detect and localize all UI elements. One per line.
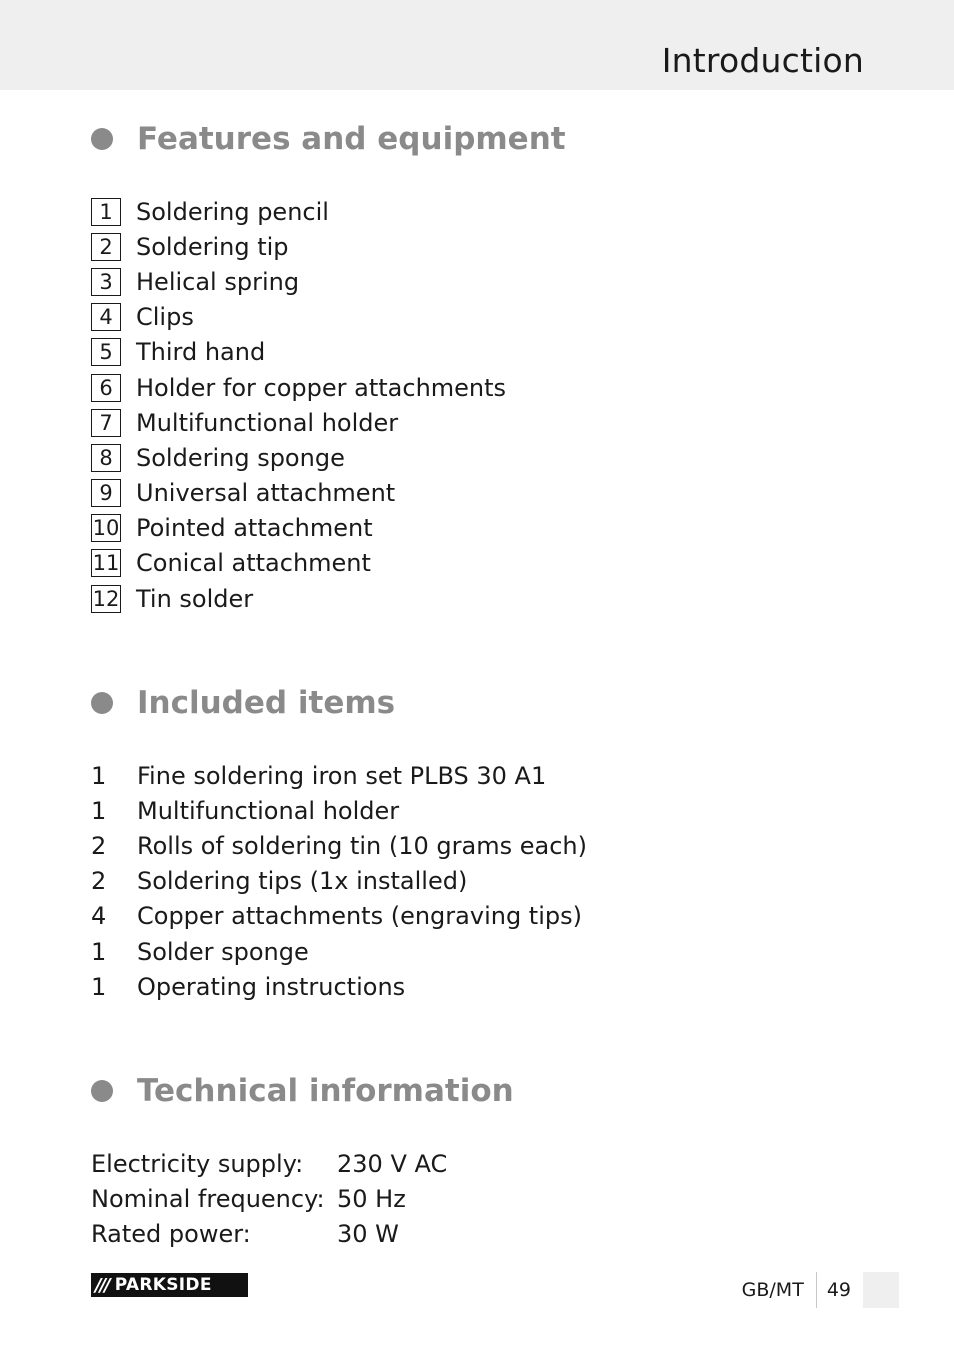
feature-number: 8 [91,444,121,472]
footer-region: GB/MT [741,1279,804,1301]
included-item [91,969,587,1004]
feature-label: Tin solder [136,584,254,613]
features-list [91,194,506,616]
feature-number: 6 [91,374,121,402]
feature-item [91,440,506,475]
technical-heading [91,1071,514,1111]
feature-number: 2 [91,233,121,261]
feature-item [91,476,506,511]
feature-item [91,194,506,229]
included-label: Rolls of soldering tin (10 grams each) [137,831,587,860]
included-qty: 2 [91,867,107,896]
included-item [91,864,587,899]
feature-number: 9 [91,479,121,507]
feature-item [91,264,506,299]
parkside-logo [91,1273,248,1297]
feature-label: Soldering tip [136,232,289,261]
bullet-dot-icon [91,128,113,150]
feature-label: Pointed attachment [136,514,373,543]
tech-row [91,1181,447,1216]
included-label: Operating instructions [137,972,406,1001]
included-item [91,793,587,828]
feature-number: 12 [92,586,120,611]
feature-label: Helical spring [136,267,300,296]
feature-item [91,405,506,440]
included-item [91,828,587,863]
footer-tab-box [863,1272,899,1308]
included-list [91,758,587,1004]
tech-value: 230 V AC [337,1149,448,1178]
feature-label: Universal attachment [136,479,396,508]
included-qty: 1 [91,937,107,966]
feature-label: Soldering pencil [136,197,329,226]
feature-item [91,335,506,370]
feature-item [91,370,506,405]
feature-label: Third hand [136,338,266,367]
logo-wordmark: PARKSIDE [114,1275,212,1295]
feature-label: Conical attachment [136,549,371,578]
feature-number: 11 [92,551,120,576]
feature-label: Clips [136,303,194,332]
feature-item [91,511,506,546]
feature-number: 10 [92,516,120,541]
feature-label: Holder for copper attachments [136,373,507,402]
included-qty: 1 [91,761,107,790]
feature-label: Soldering sponge [136,443,345,472]
page-number: 49 [826,1279,851,1301]
footer-page-info [742,1272,899,1308]
features-heading-text: Features and equipment [137,121,566,157]
feature-number: 3 [91,268,121,296]
feature-number: 7 [91,409,121,437]
included-label: Soldering tips (1x installed) [137,867,468,896]
tech-value: 50 Hz [337,1184,406,1213]
tech-label: Nominal frequency: [91,1184,325,1213]
included-label: Solder sponge [137,937,309,966]
feature-number: 4 [91,303,121,331]
bullet-dot-icon [91,692,113,714]
feature-label: Multifunctional holder [136,408,399,437]
tech-label: Rated power: [91,1219,251,1248]
feature-number: 5 [91,338,121,366]
feature-item [91,581,506,616]
technical-heading-text: Technical information [137,1073,514,1109]
page-title: Introduction [661,41,864,80]
included-qty: 1 [91,796,107,825]
included-label: Copper attachments (engraving tips) [137,902,582,931]
included-qty: 2 [91,831,107,860]
technical-table [91,1146,447,1251]
feature-number: 1 [91,198,121,226]
features-heading [91,119,566,159]
tech-row [91,1216,447,1251]
feature-item [91,229,506,264]
feature-item [91,300,506,335]
included-qty: 1 [91,972,107,1001]
tech-row [91,1146,447,1181]
logo-slashes: /// [95,1274,109,1296]
included-item [91,899,587,934]
included-label: Multifunctional holder [137,796,400,825]
included-qty: 4 [91,902,107,931]
included-item [91,934,587,969]
tech-value: 30 W [337,1219,399,1248]
included-heading-text: Included items [137,685,396,721]
bullet-dot-icon [91,1080,113,1102]
tech-label: Electricity supply: [91,1149,304,1178]
feature-item [91,546,506,581]
header-bar [0,0,954,90]
included-label: Fine soldering iron set PLBS 30 A1 [137,761,547,790]
included-heading [91,683,395,723]
included-item [91,758,587,793]
